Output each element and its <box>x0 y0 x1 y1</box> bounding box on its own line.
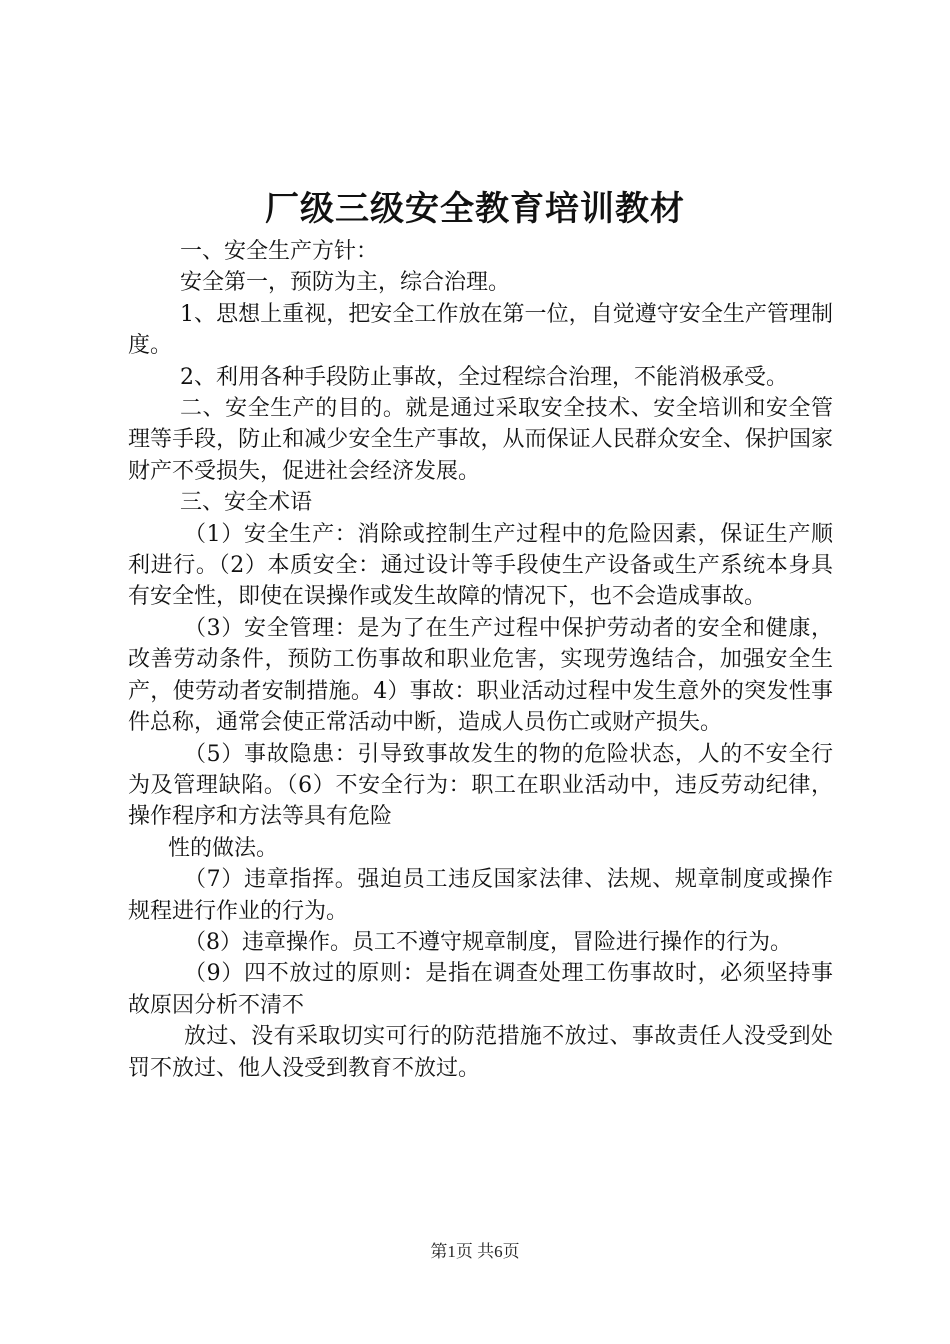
paragraph: 放过、没有采取切实可行的防范措施不放过、事故责任人没受到处罚不放过、他人没受到教育不放过。 <box>128 1024 833 1081</box>
paragraph: 2、利用各种手段防止事故，全过程综合治理，不能消极承受。 <box>180 364 788 390</box>
document-body <box>128 236 833 1084</box>
section-heading-3: 三、安全术语 <box>180 490 313 516</box>
paragraph: 安全第一，预防为主，综合治理。 <box>180 270 511 296</box>
section-heading-2: 二、安全生产的目的。就是通过采取安全技术、安全培训和安全管理等手段，防止和减少安全生产事故，从而保证人民群众安全、保护国家财产不受损失，促进社会经济发展。 <box>128 396 833 484</box>
paragraph: （7）违章指挥。强迫员工违反国家法律、法规、规章制度或操作规程进行作业的行为。 <box>128 867 833 924</box>
paragraph: （3）安全管理：是为了在生产过程中保护劳动者的安全和健康，改善劳动条件，预防工伤事故和职业危害，实现劳逸结合，加强安全生产，使劳动者安制措施。4）事故：职业活动过程中发生意外的突发性事件总称，通常会使正常活动中断，造成人员伤亡或财产损失。 <box>128 615 833 736</box>
paragraph: （8）违章操作。员工不遵守规章制度，冒险进行操作的行为。 <box>184 929 792 955</box>
paragraph: 1、思想上重视，把安全工作放在第一位，自觉遵守安全生产管理制度。 <box>128 301 833 359</box>
section-heading-1: 一、安全生产方针： <box>180 239 379 264</box>
paragraph: （9）四不放过的原则：是指在调查处理工伤事故时，必须坚持事故原因分析不清不 <box>128 961 833 1018</box>
page-footer: 第1页 共6页 <box>430 1242 520 1261</box>
paragraph: （1）安全生产：消除或控制生产过程中的危险因素，保证生产顺利进行。（2）本质安全：通过设计等手段使生产设备或生产系统本身具有安全性，即使在误操作或发生故障的情况下，也不会造成事故。 <box>128 521 833 610</box>
document-title: 厂级三级安全教育培训教材 <box>265 189 685 229</box>
paragraph: 性的做法。 <box>168 835 279 861</box>
paragraph: （5）事故隐患：引导致事故发生的物的危险状态，人的不安全行为及管理缺陷。（6）不安全行为：职工在职业活动中，违反劳动纪律，操作程序和方法等具有危险 <box>128 741 833 830</box>
